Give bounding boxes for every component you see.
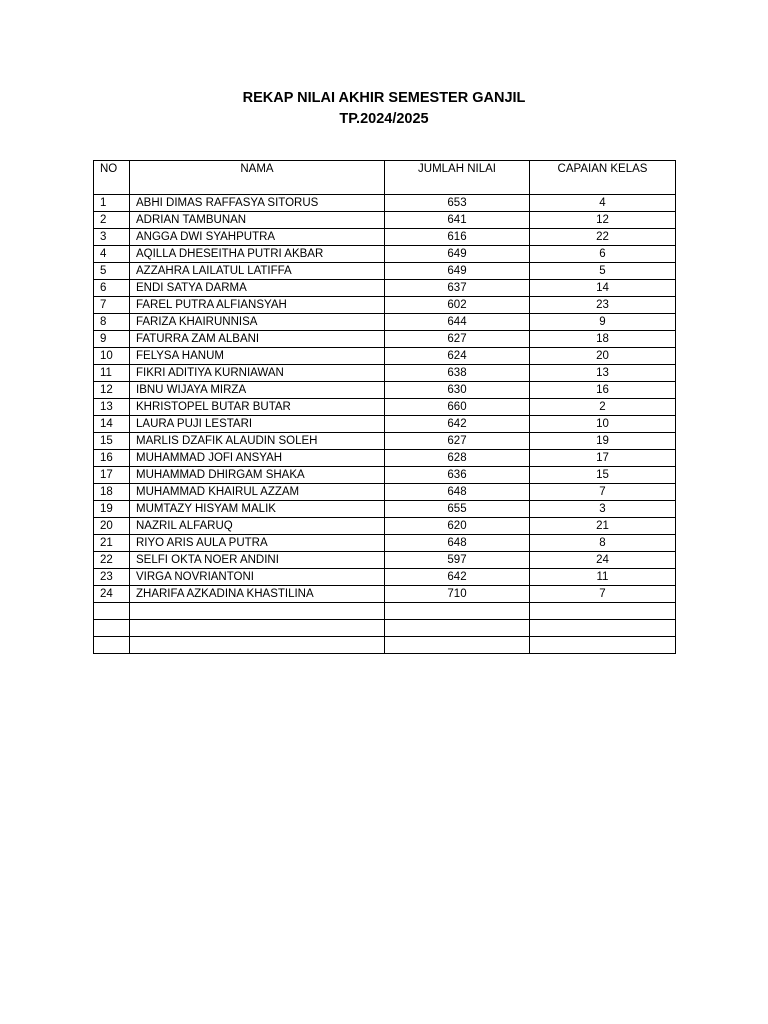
table-row — [94, 569, 676, 586]
cell-jumlah-nilai: 628 — [385, 450, 530, 467]
cell-jumlah-nilai: 602 — [385, 297, 530, 314]
table-row — [94, 535, 676, 552]
cell-no — [94, 603, 130, 620]
table-row — [94, 620, 676, 637]
cell-capaian-kelas: 19 — [530, 433, 676, 450]
cell-nama: ANGGA DWI SYAHPUTRA — [130, 229, 385, 246]
cell-jumlah-nilai: 624 — [385, 348, 530, 365]
table-row — [94, 450, 676, 467]
cell-capaian-kelas: 14 — [530, 280, 676, 297]
cell-nama: FARIZA KHAIRUNNISA — [130, 314, 385, 331]
cell-nama: VIRGA NOVRIANTONI — [130, 569, 385, 586]
cell-capaian-kelas — [530, 637, 676, 654]
cell-no — [94, 620, 130, 637]
cell-nama: FELYSA HANUM — [130, 348, 385, 365]
cell-nama: FIKRI ADITIYA KURNIAWAN — [130, 365, 385, 382]
cell-jumlah-nilai: 616 — [385, 229, 530, 246]
cell-nama: MUHAMMAD DHIRGAM SHAKA — [130, 467, 385, 484]
cell-nama: ZHARIFA AZKADINA KHASTILINA — [130, 586, 385, 603]
cell-nama: AZZAHRA LAILATUL LATIFFA — [130, 263, 385, 280]
header-jumlah-nilai: JUMLAH NILAI — [385, 161, 530, 195]
cell-no: 18 — [94, 484, 130, 501]
cell-capaian-kelas: 12 — [530, 212, 676, 229]
cell-nama: FATURRA ZAM ALBANI — [130, 331, 385, 348]
cell-capaian-kelas: 22 — [530, 229, 676, 246]
cell-jumlah-nilai: 620 — [385, 518, 530, 535]
table-row — [94, 331, 676, 348]
cell-jumlah-nilai: 660 — [385, 399, 530, 416]
header-capaian-kelas: CAPAIAN KELAS — [530, 161, 676, 195]
cell-nama: IBNU WIJAYA MIRZA — [130, 382, 385, 399]
table-row — [94, 280, 676, 297]
cell-nama: ADRIAN TAMBUNAN — [130, 212, 385, 229]
cell-no: 10 — [94, 348, 130, 365]
cell-capaian-kelas: 15 — [530, 467, 676, 484]
cell-capaian-kelas: 5 — [530, 263, 676, 280]
cell-capaian-kelas: 18 — [530, 331, 676, 348]
header-nama: NAMA — [130, 161, 385, 195]
cell-jumlah-nilai — [385, 603, 530, 620]
cell-nama: MUMTAZY HISYAM MALIK — [130, 501, 385, 518]
cell-no: 7 — [94, 297, 130, 314]
cell-nama: MUHAMMAD KHAIRUL AZZAM — [130, 484, 385, 501]
cell-nama: SELFI OKTA NOER ANDINI — [130, 552, 385, 569]
cell-no: 4 — [94, 246, 130, 263]
cell-no: 20 — [94, 518, 130, 535]
cell-no: 1 — [94, 195, 130, 212]
cell-no: 23 — [94, 569, 130, 586]
cell-capaian-kelas: 11 — [530, 569, 676, 586]
table-row — [94, 229, 676, 246]
cell-capaian-kelas: 13 — [530, 365, 676, 382]
table-row — [94, 263, 676, 280]
cell-capaian-kelas: 8 — [530, 535, 676, 552]
cell-capaian-kelas: 7 — [530, 484, 676, 501]
cell-jumlah-nilai: 637 — [385, 280, 530, 297]
table-row — [94, 246, 676, 263]
cell-capaian-kelas: 21 — [530, 518, 676, 535]
cell-no: 13 — [94, 399, 130, 416]
cell-jumlah-nilai: 627 — [385, 331, 530, 348]
cell-no: 12 — [94, 382, 130, 399]
cell-nama: ENDI SATYA DARMA — [130, 280, 385, 297]
cell-jumlah-nilai: 627 — [385, 433, 530, 450]
cell-nama: KHRISTOPEL BUTAR BUTAR — [130, 399, 385, 416]
table-row — [94, 382, 676, 399]
cell-no: 5 — [94, 263, 130, 280]
cell-no: 16 — [94, 450, 130, 467]
cell-jumlah-nilai: 638 — [385, 365, 530, 382]
cell-no: 17 — [94, 467, 130, 484]
cell-capaian-kelas: 3 — [530, 501, 676, 518]
title-line-1: REKAP NILAI AKHIR SEMESTER GANJIL — [242, 90, 526, 106]
table-row — [94, 399, 676, 416]
table-row — [94, 467, 676, 484]
table-body — [94, 195, 676, 654]
cell-no: 11 — [94, 365, 130, 382]
cell-jumlah-nilai: 655 — [385, 501, 530, 518]
cell-capaian-kelas: 10 — [530, 416, 676, 433]
cell-jumlah-nilai: 649 — [385, 246, 530, 263]
table-row — [94, 637, 676, 654]
cell-capaian-kelas: 17 — [530, 450, 676, 467]
cell-capaian-kelas: 6 — [530, 246, 676, 263]
cell-nama: MARLIS DZAFIK ALAUDIN SOLEH — [130, 433, 385, 450]
cell-no: 14 — [94, 416, 130, 433]
cell-nama: ABHI DIMAS RAFFASYA SITORUS — [130, 195, 385, 212]
cell-no: 19 — [94, 501, 130, 518]
cell-jumlah-nilai — [385, 620, 530, 637]
cell-jumlah-nilai: 710 — [385, 586, 530, 603]
cell-nama: RIYO ARIS AULA PUTRA — [130, 535, 385, 552]
cell-nama: NAZRIL ALFARUQ — [130, 518, 385, 535]
cell-no — [94, 637, 130, 654]
table-row — [94, 518, 676, 535]
cell-capaian-kelas: 7 — [530, 586, 676, 603]
cell-capaian-kelas: 2 — [530, 399, 676, 416]
cell-capaian-kelas: 24 — [530, 552, 676, 569]
table-row — [94, 603, 676, 620]
document-title — [0, 88, 768, 130]
table-row — [94, 433, 676, 450]
table-row — [94, 348, 676, 365]
cell-no: 9 — [94, 331, 130, 348]
title-line-2: TP.2024/2025 — [339, 111, 429, 127]
cell-capaian-kelas — [530, 603, 676, 620]
table-row — [94, 416, 676, 433]
cell-no: 21 — [94, 535, 130, 552]
cell-capaian-kelas: 16 — [530, 382, 676, 399]
cell-jumlah-nilai: 642 — [385, 416, 530, 433]
cell-no: 6 — [94, 280, 130, 297]
cell-capaian-kelas: 20 — [530, 348, 676, 365]
cell-jumlah-nilai: 648 — [385, 484, 530, 501]
table-row — [94, 314, 676, 331]
cell-capaian-kelas: 9 — [530, 314, 676, 331]
cell-jumlah-nilai: 653 — [385, 195, 530, 212]
cell-jumlah-nilai: 648 — [385, 535, 530, 552]
cell-jumlah-nilai: 597 — [385, 552, 530, 569]
table-row — [94, 297, 676, 314]
cell-no: 15 — [94, 433, 130, 450]
cell-nama: FAREL PUTRA ALFIANSYAH — [130, 297, 385, 314]
cell-nama — [130, 637, 385, 654]
table-header-row — [94, 161, 676, 195]
cell-jumlah-nilai — [385, 637, 530, 654]
table-row — [94, 484, 676, 501]
cell-capaian-kelas: 23 — [530, 297, 676, 314]
cell-jumlah-nilai: 641 — [385, 212, 530, 229]
cell-no: 2 — [94, 212, 130, 229]
table-row — [94, 212, 676, 229]
cell-jumlah-nilai: 636 — [385, 467, 530, 484]
cell-capaian-kelas: 4 — [530, 195, 676, 212]
cell-nama: AQILLA DHESEITHA PUTRI AKBAR — [130, 246, 385, 263]
cell-no: 24 — [94, 586, 130, 603]
table-row — [94, 365, 676, 382]
cell-capaian-kelas — [530, 620, 676, 637]
cell-jumlah-nilai: 642 — [385, 569, 530, 586]
table-row — [94, 552, 676, 569]
cell-nama: LAURA PUJI LESTARI — [130, 416, 385, 433]
cell-nama — [130, 620, 385, 637]
table-row — [94, 586, 676, 603]
cell-no: 3 — [94, 229, 130, 246]
table-row — [94, 501, 676, 518]
cell-nama — [130, 603, 385, 620]
grades-table — [93, 160, 676, 654]
cell-no: 22 — [94, 552, 130, 569]
cell-jumlah-nilai: 630 — [385, 382, 530, 399]
header-no: NO — [94, 161, 130, 195]
table-row — [94, 195, 676, 212]
cell-jumlah-nilai: 649 — [385, 263, 530, 280]
cell-nama: MUHAMMAD JOFI ANSYAH — [130, 450, 385, 467]
cell-no: 8 — [94, 314, 130, 331]
cell-jumlah-nilai: 644 — [385, 314, 530, 331]
